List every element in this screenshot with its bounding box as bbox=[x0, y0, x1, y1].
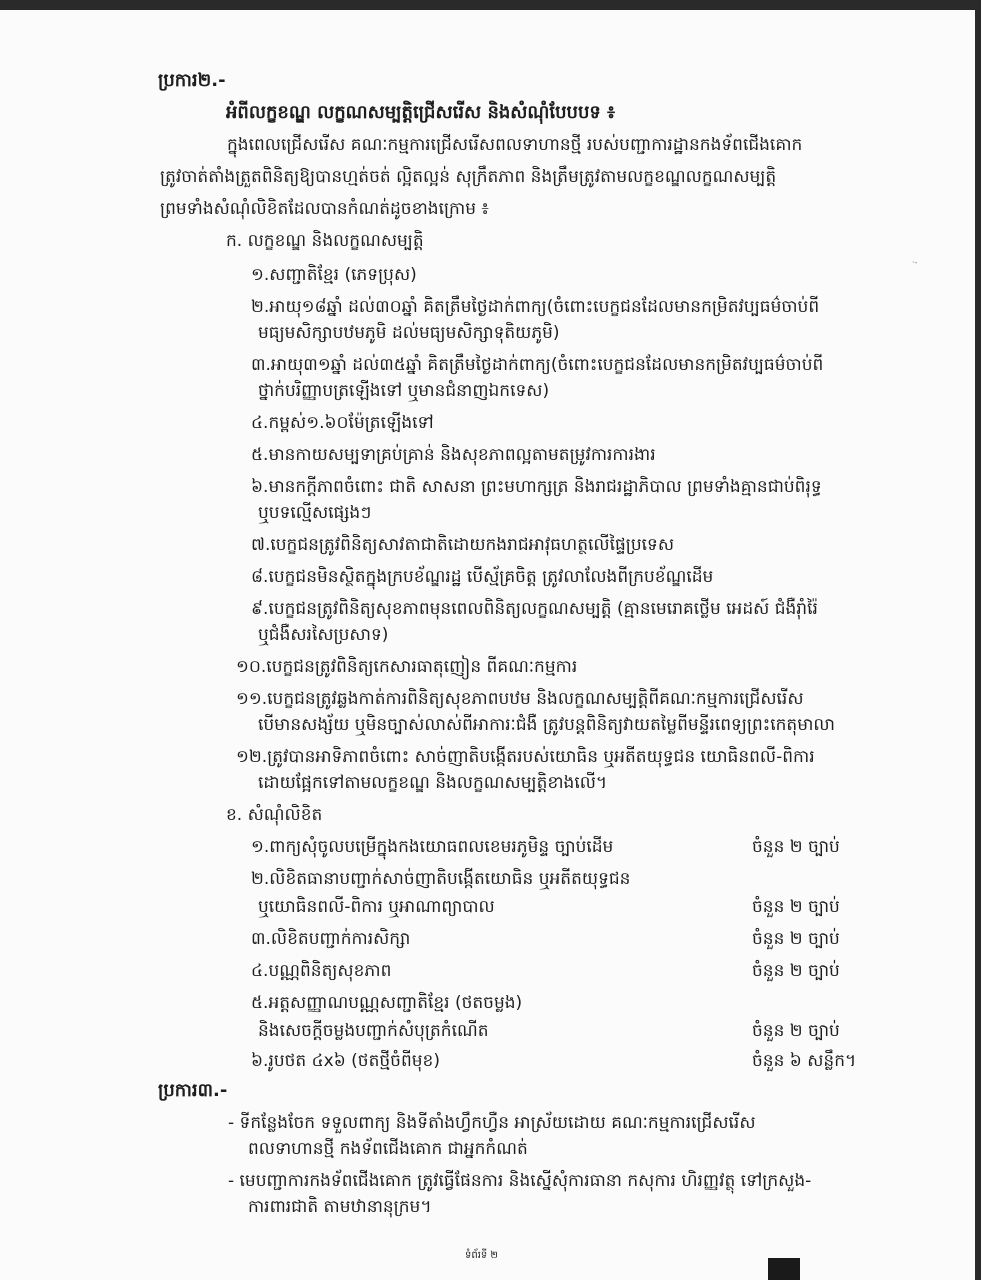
doc-2-count: ចំនួន ២ ច្បាប់ bbox=[752, 897, 840, 917]
scan-corner-artifact bbox=[768, 1258, 800, 1280]
item-12-line-2: ដោយផ្អែកទៅតាមលក្ខខណ្ឌ និងលក្ខណសម្បត្តិខាងលើ។ bbox=[258, 773, 608, 793]
item-9-line-1: ៩.បេក្ខជនត្រូវពិនិត្យសុខភាពមុនពេលពិនិត្យលក្ខណសម្បត្តិ (គ្មានមេរោគថ្លើម អេដស៍ ជំងឺរ៉ាំរ៉ៃ bbox=[251, 599, 818, 619]
doc-3-count: ចំនួន ២ ច្បាប់ bbox=[752, 929, 840, 949]
scan-right-edge bbox=[975, 0, 981, 1280]
item-11-line-2: បើមានសង្ស័យ ឬមិនច្បាស់លាស់ពីអាការៈជំងឺ ត្រូវបន្តពិនិត្យវាយតម្លៃពីមន្ទីរពេទ្យព្រះកេតុមាលា bbox=[258, 715, 835, 735]
intro-line-1: ក្នុងពេលជ្រើសរើស គណៈកម្មការជ្រើសរើសពលទាហានថ្មី របស់បញ្ជាការដ្ឋានកងទ័ពជើងគោក bbox=[227, 135, 803, 155]
doc-1-label: ១.ពាក្យសុំចូលបម្រើក្នុងកងយោធពលខេមរភូមិន្ទ ច្បាប់ដើម bbox=[251, 837, 614, 857]
section-3-bullet-1-line-2: ពលទាហានថ្មី កងទ័ពជើងគោក ជាអ្នកកំណត់ bbox=[248, 1139, 528, 1159]
page-number: ទំព័រទី ២ bbox=[465, 1250, 498, 1261]
item-9-line-2: ឬជំងឺសរសៃប្រសាទ) bbox=[258, 625, 389, 645]
item-3-line-2: ថ្នាក់បរិញ្ញាបត្រឡើងទៅ ឬមានជំនាញឯកទេស) bbox=[258, 381, 550, 401]
section-3-bullet-2-line-1: - មេបញ្ជាការកងទ័ពជើងគោក ត្រូវធ្វើផែនការ និងស្នើសុំការធានា កសុការ ហិរញ្ញវត្ថុ ទៅក្រសួង- bbox=[228, 1171, 812, 1191]
item-10: ១០.បេក្ខជនត្រូវពិនិត្យកេសារធាតុញៀន ពីគណៈកម្មការ bbox=[236, 657, 578, 677]
document-page bbox=[0, 10, 975, 1280]
section-2-title: ប្រការ២.- bbox=[158, 70, 226, 91]
section-2-heading: អំពីលក្ខខណ្ឌ លក្ខណសម្បត្តិជ្រើសរើស និងសំណុំបែបបទ ៖ bbox=[226, 102, 615, 123]
item-11-line-1: ១១.បេក្ខជនត្រូវឆ្លងកាត់ការពិនិត្យសុខភាពបឋម និងលក្ខណសម្បត្តិពីគណៈកម្មការជ្រើសរើស bbox=[236, 689, 804, 709]
doc-4-count: ចំនួន ២ ច្បាប់ bbox=[752, 961, 840, 981]
intro-line-3: ព្រមទាំងសំណុំលិខិតដែលបានកំណត់ដូចខាងក្រោម ៖ bbox=[160, 199, 489, 219]
doc-1-count: ចំនួន ២ ច្បាប់ bbox=[752, 837, 840, 857]
scan-speck: ·- bbox=[912, 258, 918, 267]
scan-top-edge bbox=[0, 0, 981, 10]
item-6-line-1: ៦.មានកក្តីភាពចំពោះ ជាតិ សាសនា ព្រះមហាក្សត្រ និងរាជរដ្ឋាភិបាល ព្រមទាំងគ្មានជាប់ពិរុទ្ធ bbox=[251, 477, 822, 497]
doc-3-label: ៣.លិខិតបញ្ជាក់ការសិក្សា bbox=[251, 929, 411, 949]
subsection-a-heading: ក. លក្ខខណ្ឌ និងលក្ខណសម្បត្តិ bbox=[226, 231, 424, 251]
section-3-bullet-1-line-1: - ទីកន្លែងចែក ទទួលពាក្យ និងទីតាំងហ្វឹកហ្វឺន អាស្រ័យដោយ គណៈកម្មការជ្រើសរើស bbox=[228, 1113, 756, 1133]
doc-4-label: ៤.បណ្ណពិនិត្យសុខភាព bbox=[251, 961, 392, 981]
section-3-title: ប្រការ៣.- bbox=[158, 1080, 228, 1101]
item-5: ៥.មានកាយសម្បទាគ្រប់គ្រាន់ និងសុខភាពល្អតាមតម្រូវការការងារ bbox=[251, 445, 656, 465]
intro-line-2: ត្រូវចាត់តាំងត្រួតពិនិត្យឱ្យបានហ្មត់ចត់ ល្អិតល្អន់ សុក្រឹតភាព និងត្រឹមត្រូវតាមលក្ខខណ្ឌលក្ខណសម្បត្តិ bbox=[160, 167, 777, 187]
item-1: ១.សញ្ជាតិខ្មែរ (ភេទប្រុស) bbox=[251, 265, 417, 285]
item-7: ៧.បេក្ខជនត្រូវពិនិត្យសាវតាជាតិដោយកងរាជអាវុធហត្ថលើផ្ទៃប្រទេស bbox=[251, 535, 675, 555]
item-3-line-1: ៣.អាយុ៣១ឆ្នាំ ដល់៣៥ឆ្នាំ គិតត្រឹមថ្ងៃដាក់ពាក្យ(ចំពោះបេក្ខជនដែលមានកម្រិតវប្បធម៌ចាប់ពី bbox=[251, 355, 824, 375]
doc-2-label-line-1: ២.លិខិតធានាបញ្ជាក់សាច់ញាតិបង្កើតយោធិន ឬអតីតយុទ្ធជន bbox=[251, 869, 631, 889]
section-3-bullet-2-line-2: ការពារជាតិ តាមឋានានុក្រម។ bbox=[248, 1197, 432, 1217]
doc-2-label-line-2: ឬយោធិនពលី-ពិការ ឬអាណាព្យាបាល bbox=[258, 897, 495, 917]
subsection-b-heading: ខ. សំណុំលិខិត bbox=[226, 805, 323, 825]
doc-5-label-line-2: និងសេចក្តីចម្លងបញ្ជាក់សំបុត្រកំណើត bbox=[258, 1021, 489, 1041]
doc-6-label: ៦.រូបថត ៤x៦ (ថតថ្មីចំពីមុខ) bbox=[251, 1051, 440, 1071]
doc-5-count: ចំនួន ២ ច្បាប់ bbox=[752, 1021, 840, 1041]
doc-5-label-line-1: ៥.អត្តសញ្ញាណបណ្ណសញ្ជាតិខ្មែរ (ថតចម្លង) bbox=[251, 993, 523, 1013]
item-2-line-1: ២.អាយុ១៨ឆ្នាំ ដល់៣០ឆ្នាំ គិតត្រឹមថ្ងៃដាក់ពាក្យ(ចំពោះបេក្ខជនដែលមានកម្រិតវប្បធម៌ចាប់ពី bbox=[251, 297, 820, 317]
item-2-line-2: មធ្យមសិក្សាបឋមភូមិ ដល់មធ្យមសិក្សាទុតិយភូមិ) bbox=[258, 323, 560, 343]
item-8: ៨.បេក្ខជនមិនស្ថិតក្នុងក្របខ័ណ្ឌរដ្ឋ បើស្ម័គ្រចិត្ត ត្រូវលាលែងពីក្របខ័ណ្ឌដើម bbox=[251, 567, 714, 587]
item-12-line-1: ១២.ត្រូវបានអាទិភាពចំពោះ សាច់ញាតិបង្កើតរបស់យោធិន ឬអតីតយុទ្ធជន យោធិនពលី-ពិការ bbox=[236, 747, 815, 767]
item-4: ៤.កម្ពស់១.៦០ម៉ែត្រឡើងទៅ bbox=[251, 413, 434, 433]
doc-6-count: ចំនួន ៦ សន្លឹក។ bbox=[752, 1051, 857, 1071]
item-6-line-2: ឬបទល្មើសផ្សេងៗ bbox=[258, 503, 372, 523]
